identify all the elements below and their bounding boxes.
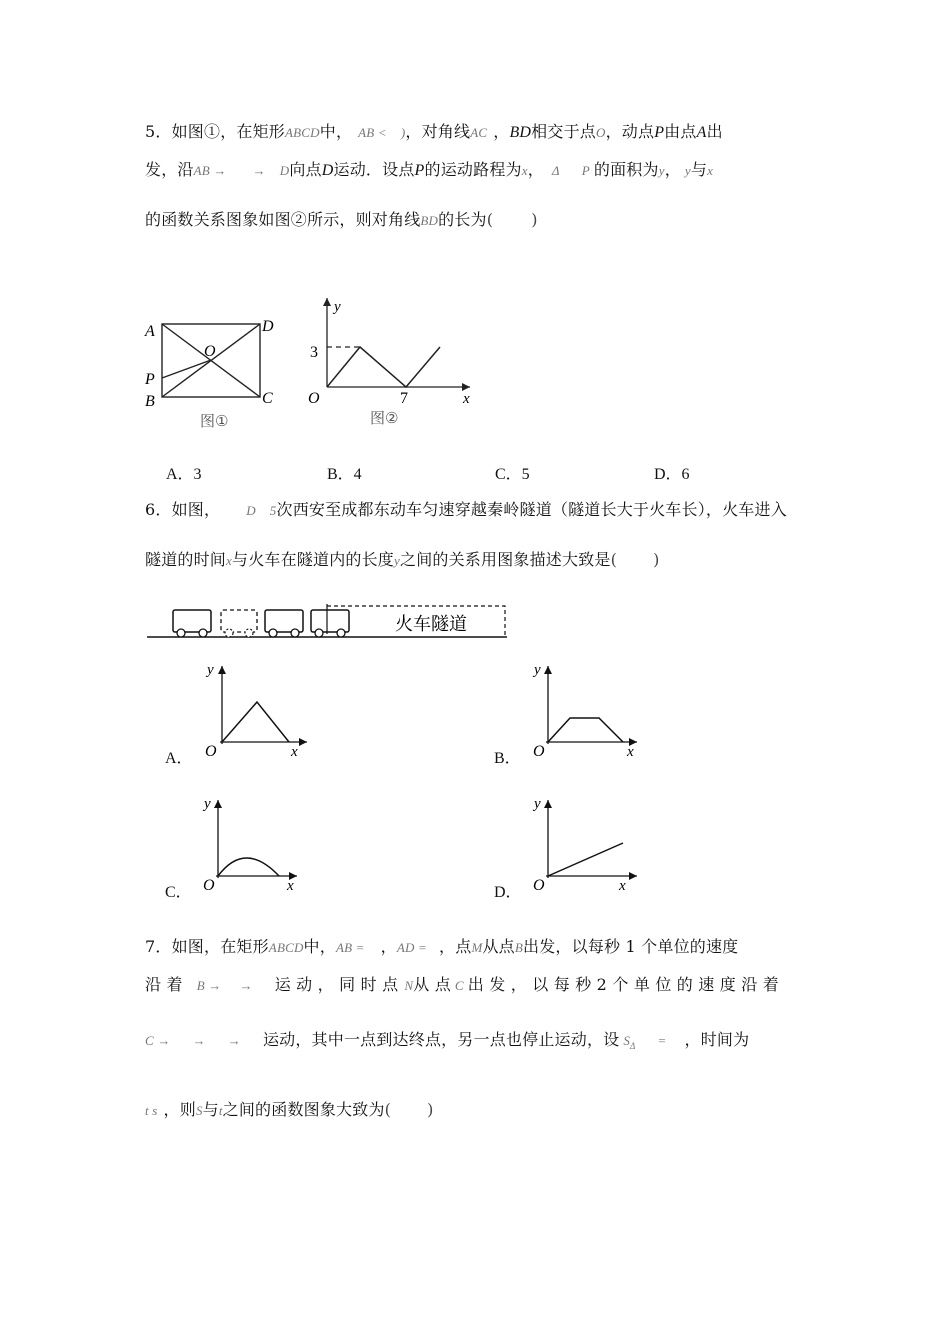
origin-label: O — [533, 743, 545, 758]
axis-x-label: x — [619, 878, 626, 892]
graph-line — [222, 702, 289, 742]
train-car-1 — [173, 610, 211, 632]
origin-label: O — [308, 390, 320, 407]
origin-label: O — [533, 877, 545, 892]
wheel — [337, 629, 345, 637]
wheel — [199, 629, 207, 637]
tunnel-label: 火车隧道 — [395, 614, 467, 635]
tick-7: 7 — [400, 390, 408, 407]
q6-option-a[interactable]: A． — [165, 750, 193, 767]
axis-y-label: y — [534, 662, 541, 678]
q6-option-b[interactable]: B． — [494, 750, 521, 767]
axis-y-label: y — [204, 796, 211, 812]
label-a: A — [145, 323, 155, 340]
axis-x-label: x — [627, 744, 634, 758]
train-car-2-dashed — [221, 610, 257, 632]
label-c: C — [262, 390, 273, 407]
q7-line-3: C → → → 运动，其中一点到达终点，另一点也停止运动，设 $S_\Delta$ = ，时间为 — [145, 1030, 750, 1052]
y-axis-arrow — [218, 666, 226, 674]
train-tunnel-illustration — [145, 600, 515, 646]
wheel — [245, 629, 253, 637]
y-axis-arrow — [214, 800, 222, 808]
q5-figure-2 — [300, 293, 480, 433]
x-axis-arrow — [629, 872, 637, 880]
q6-graph-d[interactable] — [525, 792, 645, 892]
q7-line-2: 沿 着 B → → 运 动 ， 同 时 点 N从 点 C 出 发 ， 以 每 秒 2 个 单 位 的 速 度 沿 着 — [145, 975, 779, 994]
q7-line-1: 7．如图，在矩形ABCD中，AB = ，AD = ，点M从点B出发，以每秒 1 个单位的速度 — [145, 937, 739, 956]
train-car-4 — [311, 610, 349, 632]
q5-line-2: 发，沿AB → → D向点D运动．设点P的运动路程为x， Δ P 的面积为y， y与x — [145, 160, 714, 179]
q5-line-3: 的函数关系图象如图②所示，则对角线BD的长为( ) — [145, 210, 538, 229]
q6-graph-b[interactable] — [525, 658, 645, 758]
axis-x-label: x — [287, 878, 294, 892]
function-graph — [327, 347, 440, 387]
q6-line-1: 6．如图， D 5次西安至成都东动车匀速穿越秦岭隧道（隧道长大于火车长），火车进入 — [145, 500, 787, 519]
x-axis-arrow — [462, 383, 470, 391]
wheel — [269, 629, 277, 637]
wheel — [315, 629, 323, 637]
wheel — [291, 629, 299, 637]
graph-line — [548, 718, 623, 742]
figure-2-caption: 图② — [370, 409, 399, 427]
tick-3: 3 — [310, 344, 318, 361]
x-axis-arrow — [299, 738, 307, 746]
q5-line-1: 5．如图①，在矩形ABCD中， AB < )，对角线AC ，BD相交于点O，动点P由点A出 — [145, 122, 723, 141]
y-axis-arrow — [323, 298, 331, 306]
q5-option-d[interactable]: D．6 — [654, 466, 690, 483]
q6-graph-a[interactable] — [195, 658, 315, 758]
q7-line-4: t s ，则S与t之间的函数图象大致为( ) — [145, 1100, 434, 1119]
origin-label: O — [205, 743, 217, 758]
segment-po — [162, 360, 211, 378]
q6-option-d[interactable]: D． — [494, 884, 522, 901]
axis-x-label: x — [463, 391, 470, 407]
graph-line — [548, 843, 623, 876]
q5-option-a[interactable]: A．3 — [166, 466, 202, 483]
label-d: D — [262, 318, 274, 335]
axis-y-label: y — [334, 299, 341, 315]
axis-x-label: x — [291, 744, 298, 758]
wheel — [225, 629, 233, 637]
q5-option-b[interactable]: B．4 — [327, 466, 362, 483]
q5-option-c[interactable]: C．5 — [495, 466, 530, 483]
train-car-3 — [265, 610, 303, 632]
graph-curve — [218, 858, 279, 876]
axis-y-label: y — [534, 796, 541, 812]
y-axis-arrow — [544, 800, 552, 808]
wheel — [177, 629, 185, 637]
origin-label: O — [203, 877, 215, 892]
axis-y-label: y — [207, 662, 214, 678]
q6-line-2: 隧道的时间x与火车在隧道内的长度y之间的关系用图象描述大致是( ) — [145, 550, 660, 569]
label-o: O — [204, 343, 216, 360]
y-axis-arrow — [544, 666, 552, 674]
q5-figure-1 — [140, 312, 290, 437]
q6-graph-c[interactable] — [195, 792, 315, 892]
label-b: B — [145, 393, 155, 410]
figure-1-caption: 图① — [200, 412, 229, 430]
label-p: P — [145, 371, 155, 388]
q6-option-c[interactable]: C． — [165, 884, 192, 901]
